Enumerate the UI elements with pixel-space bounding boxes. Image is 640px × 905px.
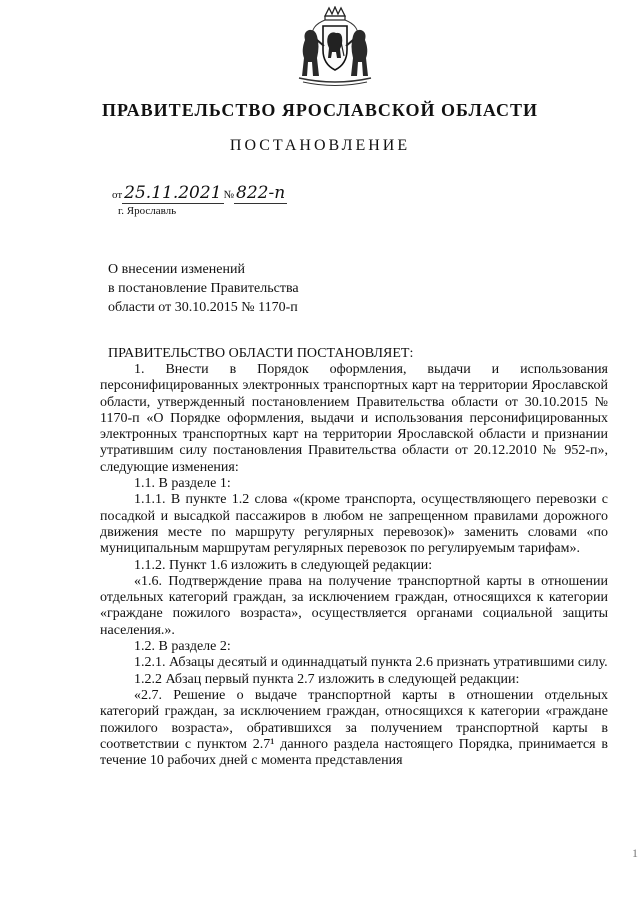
coat-of-arms-emblem [295,6,375,88]
paragraph: «2.7. Решение о выдаче транспортной карты в отношении отдельных категорий граждан, за исключением граждан, относящихся к категории «граждане пожилого возраста», обратившихся за получением транспортной карты в соответствии с пунктом 2.7¹ данного раздела настоящего Порядка, принимается в течение 10 рабочих дней с момента представления [100,687,608,769]
paragraph: 1. Внести в Порядок оформления, выдачи и использования персонифицированных электронных транспортных карт на территории Ярославской области, утвержденный постановлением Правительства области от 30.10.2015 № 1170-п «О Порядке оформления, выдачи и использования персонифицированных электронных транспортных карт на территории Ярославской области и признании утратившим силу постановления Правительства области от 20.12.2010 № 952-п», следующие изменения: [100,362,608,475]
document-body [100,362,608,769]
document-type: ПОСТАНОВЛЕНИЕ [229,137,411,154]
decree-heading: ПРАВИТЕЛЬСТВО ОБЛАСТИ ПОСТАНОВЛЯЕТ: [108,346,414,361]
paragraph: «1.6. Подтверждение права на получение транспортной карты в отношении отдельных категорий граждан, за исключением граждан, относящихся к категории «граждане пожилого возраста», осуществляется органами социальной защиты населения.». [100,573,608,638]
subject-line: области от 30.10.2015 № 1170-п [108,300,298,315]
paragraph: 1.1.1. В пункте 1.2 слова «(кроме транспорта, осуществляющего перевозки с посадкой и высадкой пассажиров в любом не запрещенном правилами дорожного движения месте по маршруту регулярных перевозок)» заменить словами «по муниципальным маршрутам регулярных перевозок по регулируемым тарифам». [100,492,608,557]
city-label: г. Ярославль [118,205,177,217]
paragraph: 1.1.2. Пункт 1.6 изложить в следующей редакции: [134,557,433,573]
subject-line: О внесении изменений [108,262,245,277]
paragraph: 1.2.2 Абзац первый пункта 2.7 изложить в следующей редакции: [134,671,520,687]
decree-subject [108,260,299,317]
government-title: ПРАВИТЕЛЬСТВО ЯРОСЛАВСКОЙ ОБЛАСТИ [101,100,538,120]
subject-line: в постановление Правительства [108,281,299,296]
paragraph: 1.1. В разделе 1: [134,476,231,492]
page-edge-mark: 1 [632,846,638,860]
date-from-label: от [112,189,123,201]
paragraph: 1.2.1. Абзацы десятый и одиннадцатый пункта 2.6 признать утратившими силу. [134,655,608,671]
paragraph: 1.2. В разделе 2: [134,639,231,655]
number-label: № [223,189,235,201]
decree-number: 822-п [236,183,286,203]
decree-date: 25.11.2021 [124,183,222,203]
registration-line [112,183,287,207]
